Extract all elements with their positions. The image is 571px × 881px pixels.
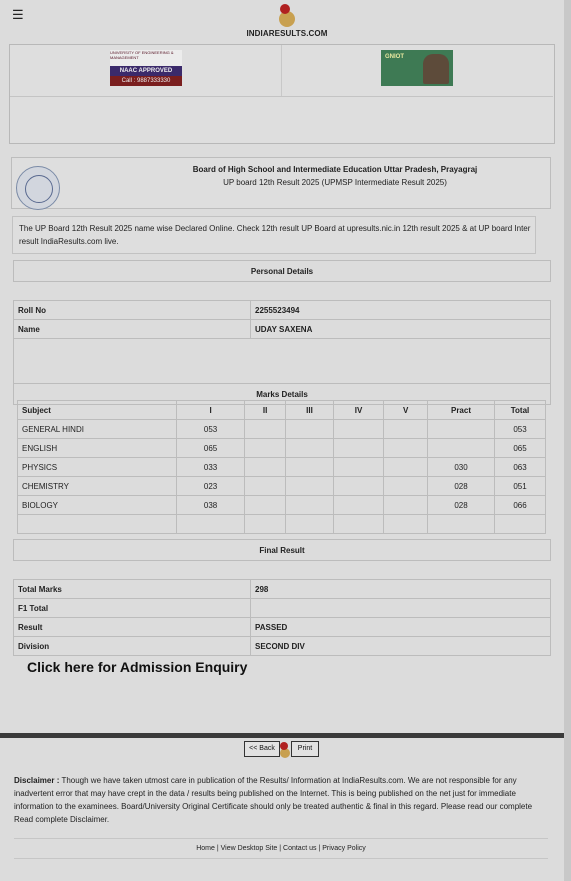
disclaimer-label: Disclaimer : (14, 776, 60, 785)
footer-privacy-link[interactable]: Privacy Policy (322, 845, 366, 852)
mark-cell (384, 477, 428, 496)
mark-cell (286, 496, 334, 515)
back-button[interactable]: << Back (244, 741, 280, 757)
marks-details-heading: Marks Details (14, 384, 551, 405)
table-row (18, 496, 546, 515)
footer-home-link[interactable]: Home (196, 845, 215, 852)
mark-cell (333, 439, 383, 458)
mark-cell (384, 496, 428, 515)
mark-cell: 033 (177, 458, 245, 477)
mark-cell (286, 458, 334, 477)
mark-cell (333, 477, 383, 496)
f1-total-value (251, 599, 551, 618)
mark-cell (384, 420, 428, 439)
col-ii: II (245, 401, 286, 420)
roll-no-value: 2255523494 (251, 301, 551, 320)
mark-cell (245, 458, 286, 477)
mark-cell (333, 458, 383, 477)
gniot-ad-banner[interactable] (381, 50, 453, 86)
marks-table (17, 400, 546, 534)
col-i: I (177, 401, 245, 420)
table-row (18, 420, 546, 439)
mark-cell (384, 458, 428, 477)
gniot-ad-person-image (423, 54, 449, 84)
mark-cell (286, 439, 334, 458)
name-value: UDAY SAXENA (251, 320, 551, 339)
footer-contact-link[interactable]: Contact us (283, 845, 317, 852)
pract-cell: 028 (428, 496, 495, 515)
mark-cell (286, 420, 334, 439)
personal-details-heading: Personal Details (14, 261, 551, 282)
footer-links: Home | View Desktop Site | Contact us | Privacy Policy (196, 845, 366, 852)
total-marks-label: Total Marks (14, 580, 251, 599)
personal-details-table (13, 260, 551, 405)
result-value: PASSED (251, 618, 551, 637)
mark-cell: 023 (177, 477, 245, 496)
subject-cell: ENGLISH (18, 439, 177, 458)
mark-cell (286, 477, 334, 496)
up-government-seal-icon (16, 166, 60, 210)
pract-cell (428, 439, 495, 458)
mark-cell: 053 (177, 420, 245, 439)
name-label: Name (14, 320, 251, 339)
logo-icon[interactable] (278, 2, 296, 28)
footer-divider-bottom (14, 858, 548, 859)
total-cell: 066 (495, 496, 546, 515)
table-row (18, 458, 546, 477)
col-iv: IV (333, 401, 383, 420)
col-v: V (384, 401, 428, 420)
hamburger-menu-icon[interactable]: ☰ (12, 7, 24, 22)
table-row-empty (18, 515, 546, 534)
admission-enquiry-link[interactable]: Click here for Admission Enquiry (27, 659, 248, 675)
division-label: Division (14, 637, 251, 656)
mark-cell (245, 420, 286, 439)
col-iii: III (286, 401, 334, 420)
final-result-heading: Final Result (14, 540, 551, 561)
ad-banner-area (9, 44, 555, 144)
mark-cell (245, 439, 286, 458)
subject-cell: GENERAL HINDI (18, 420, 177, 439)
mark-cell (245, 477, 286, 496)
gniot-ad-text: GNIOT (385, 54, 404, 60)
mark-cell (333, 420, 383, 439)
uem-ad-naac: NAAC APPROVED (110, 66, 182, 76)
result-notice: The UP Board 12th Result 2025 name wise Declared Online. Check 12th result UP Board at upresults.nic.in 12th result 2025 & at UP board Inter result IndiaResults.com live. (12, 216, 536, 254)
footer-desktop-link[interactable]: View Desktop Site (220, 845, 278, 852)
board-title: Board of High School and Intermediate Education Uttar Pradesh, Prayagraj (192, 165, 478, 174)
total-cell: 051 (495, 477, 546, 496)
roll-no-label: Roll No (14, 301, 251, 320)
banner-divider-horizontal (10, 96, 553, 97)
division-value: SECOND DIV (251, 637, 551, 656)
banner-divider (281, 45, 282, 96)
scrollbar[interactable] (564, 0, 571, 881)
pract-cell (428, 420, 495, 439)
result-label: Result (14, 618, 251, 637)
disclaimer-body: Though we have taken utmost care in publication of the Results/ Information at IndiaResults.com. We are not responsible for any inadvertent error that may have crept in the data / results being published on the Internet. This is being published on the net just for immediate information to the examinees. Board/University Original Certificate should only be treated authentic & final in this regard. Please read our complete Read complete Disclaimer. (14, 776, 533, 824)
col-subject: Subject (18, 401, 177, 420)
total-cell: 065 (495, 439, 546, 458)
col-pract: Pract (428, 401, 495, 420)
subject-cell: CHEMISTRY (18, 477, 177, 496)
col-total: Total (495, 401, 546, 420)
pract-cell: 030 (428, 458, 495, 477)
site-logo-text[interactable]: INDIARESULTS.COM (246, 29, 328, 38)
mark-cell (384, 439, 428, 458)
final-result-table (13, 539, 551, 656)
footer-divider (14, 838, 548, 839)
mark-cell (245, 496, 286, 515)
uem-ad-title: UNIVERSITY OF ENGINEERING & MANAGEMENT (110, 50, 182, 66)
subject-cell: BIOLOGY (18, 496, 177, 515)
total-marks-value: 298 (251, 580, 551, 599)
board-subtitle: UP board 12th Result 2025 (UPMSP Intermediate Result 2025) (223, 178, 447, 187)
pract-cell: 028 (428, 477, 495, 496)
total-cell: 063 (495, 458, 546, 477)
total-cell: 053 (495, 420, 546, 439)
table-row (18, 477, 546, 496)
mark-cell: 038 (177, 496, 245, 515)
table-row (18, 439, 546, 458)
mark-cell: 065 (177, 439, 245, 458)
disclaimer-text (14, 774, 544, 826)
marks-header-row (18, 401, 546, 420)
f1-total-label: F1 Total (14, 599, 251, 618)
uem-ad-call: Call : 9887333330 (110, 76, 182, 86)
logo-icon-small (279, 741, 291, 759)
print-button[interactable]: Print (291, 741, 319, 757)
mark-cell (333, 496, 383, 515)
footer-separator-bar (0, 733, 571, 738)
subject-cell: PHYSICS (18, 458, 177, 477)
uem-ad-banner[interactable] (110, 50, 182, 86)
spacer-row (14, 339, 551, 384)
